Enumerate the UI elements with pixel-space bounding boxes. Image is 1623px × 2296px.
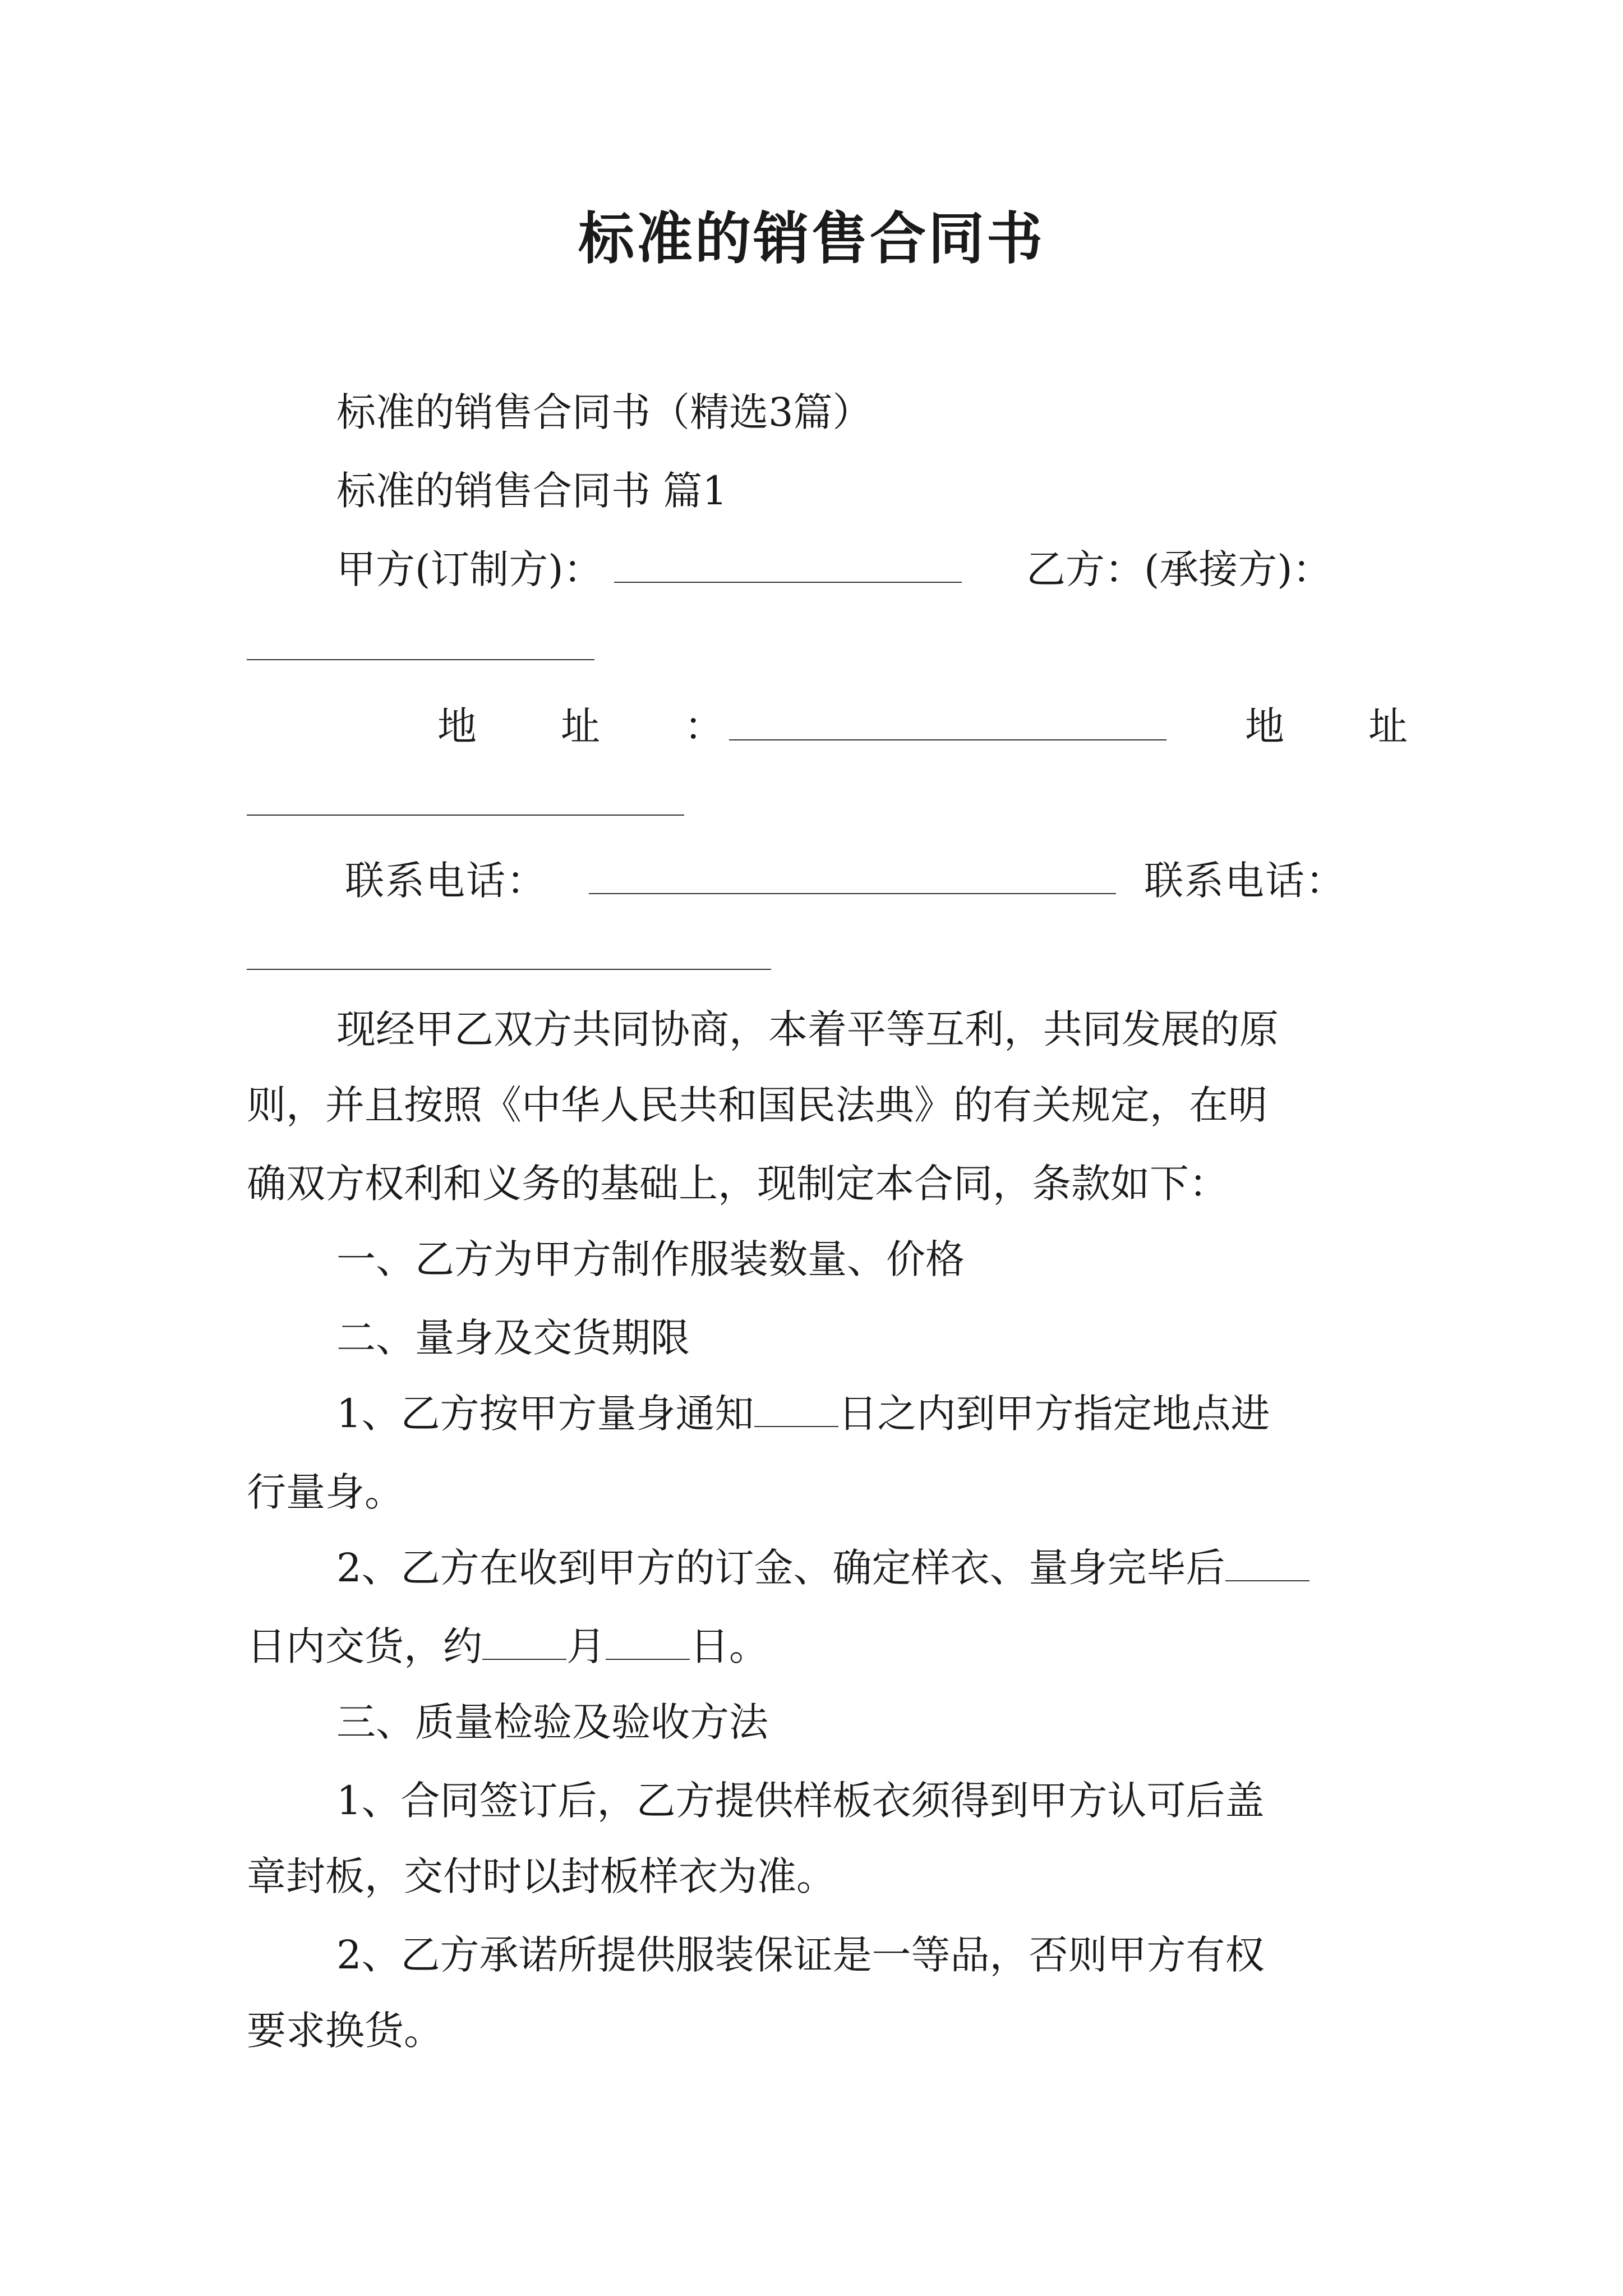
clause-3-1-line-1: 1、合同签订后，乙方提供样板衣须得到甲方认可后盖 xyxy=(336,1778,1265,1824)
party-a-blank xyxy=(614,547,962,583)
clause-2: 二、量身及交货期限 xyxy=(336,1315,690,1361)
clause-3-2-line-1: 2、乙方承诺所提供服装保证是一等品，否则甲方有权 xyxy=(336,1932,1265,1978)
party-line xyxy=(336,544,962,595)
clause-2-2-line-2 xyxy=(247,1621,768,1672)
phone-label-b: 联系电话： xyxy=(1144,858,1346,904)
clause-2-1-part2: 日之内到甲方指定地点进 xyxy=(838,1391,1270,1437)
phone-label-a: 联系电话： xyxy=(345,858,547,904)
intro-line-1: 现经甲乙双方共同协商，本着平等互利，共同发展的原 xyxy=(336,1006,1279,1052)
address-label-a: 地 址 ： xyxy=(437,703,746,749)
clause-2-1-blank xyxy=(754,1391,838,1427)
clause-2-2-part1: 2、乙方在收到甲方的订金、确定样衣、量身完毕后 xyxy=(336,1545,1225,1591)
intro-line-3: 确双方权利和义务的基础上，现制定本合同，条款如下： xyxy=(247,1161,1228,1207)
clause-2-1-part1: 1、乙方按甲方量身通知 xyxy=(336,1391,754,1437)
subtitle: 标准的销售合同书（精选3篇） xyxy=(336,389,872,435)
party-a-label: 甲方(订制方)： xyxy=(336,546,603,592)
address-label-b: 地 址 xyxy=(1245,703,1430,749)
phone-a-blank xyxy=(589,893,1116,894)
clause-2-2-blank-2 xyxy=(482,1624,566,1660)
clause-2-2-line-1 xyxy=(336,1543,1310,1593)
clause-2-1-line-1 xyxy=(336,1388,1270,1439)
clause-3: 三、质量检验及验收方法 xyxy=(336,1699,768,1745)
clause-2-2-blank-3 xyxy=(606,1624,690,1660)
clause-2-2-l2-part2: 月 xyxy=(566,1623,606,1669)
clause-2-2-blank-1 xyxy=(1225,1545,1310,1581)
clause-2-2-l2-part1: 日内交货，约 xyxy=(247,1623,482,1669)
section-heading: 标准的销售合同书 篇1 xyxy=(336,468,727,514)
phone-b-blank xyxy=(247,969,771,970)
clause-2-2-l2-part3: 日。 xyxy=(690,1623,768,1669)
document-title: 标准的销售合同书 xyxy=(578,205,1045,272)
party-b-label: 乙方：(承接方)： xyxy=(1026,546,1332,592)
clause-3-2-line-2: 要求换货。 xyxy=(247,2008,443,2054)
intro-line-2: 则，并且按照《中华人民共和国民法典》的有关规定，在明 xyxy=(247,1082,1267,1128)
clause-3-1-line-2: 章封板，交付时以封板样衣为准。 xyxy=(247,1853,836,1899)
address-a-blank xyxy=(729,739,1166,740)
clause-1: 一、乙方为甲方制作服装数量、价格 xyxy=(336,1236,965,1282)
address-b-blank xyxy=(247,815,684,816)
party-b-blank xyxy=(247,659,594,660)
clause-2-1-line-2: 行量身。 xyxy=(247,1469,404,1515)
